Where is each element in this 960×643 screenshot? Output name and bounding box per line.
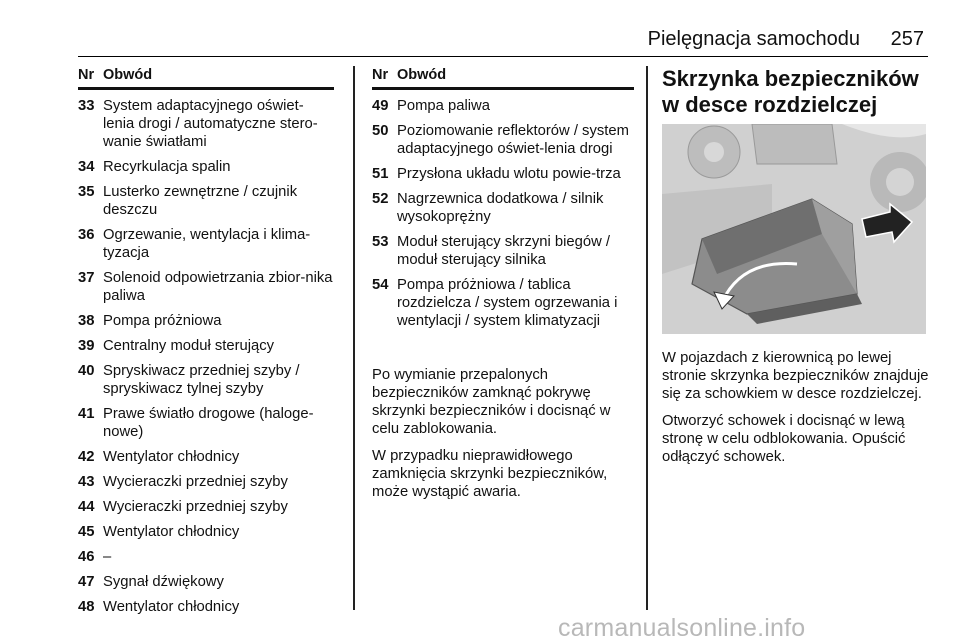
fuse-circuit: Prawe światło drogowe (haloge-nowe) — [103, 406, 314, 440]
table-row — [372, 233, 634, 269]
table-row — [78, 498, 334, 516]
fuse-number: 33 — [78, 98, 95, 114]
fuse-number: 36 — [78, 227, 95, 243]
section-body — [662, 349, 930, 475]
fuse-circuit: Centralny moduł sterujący — [103, 338, 275, 354]
fuse-circuit: Pompa próżniowa / tablica rozdzielcza / system ogrzewania i wentylacji / system klimatyzacji — [397, 277, 618, 329]
fuse-number: 40 — [78, 363, 95, 379]
table-row — [78, 183, 334, 219]
fuse-table-middle — [372, 66, 634, 330]
mid-instructions — [372, 366, 636, 510]
col-circuit-header: Obwód — [397, 67, 447, 83]
fuse-circuit: Sygnał dźwiękowy — [103, 574, 224, 590]
watermark: carmanualsonline.info — [558, 614, 806, 642]
table-row — [78, 226, 334, 262]
table-row — [78, 448, 334, 466]
fuse-number: 38 — [78, 313, 95, 329]
table-row — [372, 276, 634, 330]
page-title: Pielęgnacja samochodu — [647, 28, 860, 50]
paragraph: W pojazdach z kierownicą po lewej stronie skrzynka bezpieczników znajduje się za schowkiem w desce rozdzielczej. — [662, 350, 929, 402]
fuse-number: 37 — [78, 270, 95, 286]
table-row — [78, 523, 334, 541]
fuse-circuit: Przysłona układu wlotu powie-trza — [397, 166, 621, 182]
section-heading: Skrzynka bezpieczników w desce rozdzielczej — [662, 66, 919, 117]
fuse-number: 34 — [78, 159, 95, 175]
fuse-number: 46 — [78, 549, 95, 565]
page-number: 257 — [890, 28, 924, 50]
header-rule — [78, 56, 928, 57]
fuse-circuit: Poziomowanie reflektorów / system adaptacyjnego oświet-lenia drogi — [397, 123, 629, 157]
fuse-circuit: Wycieraczki przedniej szyby — [103, 474, 288, 490]
fuse-number: 48 — [78, 599, 95, 615]
fuse-number: 52 — [372, 191, 389, 207]
fuse-circuit: Pompa próżniowa — [103, 313, 222, 329]
fuse-circuit: – — [103, 549, 112, 565]
table-row — [78, 269, 334, 305]
table-row — [78, 158, 334, 176]
table-row — [78, 573, 334, 591]
fuse-circuit: Wentylator chłodnicy — [103, 524, 240, 540]
fuse-circuit: Ogrzewanie, wentylacja i klima-tyzacja — [103, 227, 311, 261]
fuse-table-left — [78, 66, 334, 616]
col-nr-header: Nr — [372, 67, 389, 83]
table-header — [372, 66, 634, 90]
fuse-circuit: Recyrkulacja spalin — [103, 159, 231, 175]
fuse-number: 53 — [372, 234, 389, 250]
table-row — [78, 473, 334, 491]
fuse-number: 41 — [78, 406, 95, 422]
table-row — [372, 190, 634, 226]
fuse-circuit: Wentylator chłodnicy — [103, 599, 240, 615]
table-row — [372, 122, 634, 158]
fuse-number: 45 — [78, 524, 95, 540]
fuse-circuit: Pompa paliwa — [397, 98, 490, 114]
fuse-number: 50 — [372, 123, 389, 139]
fuse-number: 51 — [372, 166, 389, 182]
fuse-number: 35 — [78, 184, 95, 200]
table-row — [372, 165, 634, 183]
fuse-number: 39 — [78, 338, 95, 354]
fuse-number: 42 — [78, 449, 95, 465]
glovebox-drawing — [662, 124, 926, 334]
table-row — [78, 337, 334, 355]
fuse-circuit: Moduł sterujący skrzyni biegów / moduł sterujący silnika — [397, 234, 610, 268]
paragraph: W przypadku nieprawidłowego zamknięcia skrzynki bezpieczników, może wystąpić awaria. — [372, 448, 608, 500]
fuse-number: 47 — [78, 574, 95, 590]
column-divider-left — [353, 66, 355, 610]
table-row — [78, 598, 334, 616]
table-row — [78, 312, 334, 330]
table-row — [78, 548, 334, 566]
fuse-number: 44 — [78, 499, 95, 515]
page-header — [78, 28, 928, 52]
col-nr-header: Nr — [78, 67, 95, 83]
paragraph: Otworzyć schowek i docisnąć w lewą stronę w celu odblokowania. Opuścić odłączyć schowek. — [662, 413, 906, 465]
table-header — [78, 66, 334, 90]
paragraph: Po wymianie przepalonych bezpieczników zamknąć pokrywę skrzynki bezpieczników i docisnąć w celu zablokowania. — [372, 367, 611, 437]
table-row — [78, 97, 334, 151]
fuse-box-illustration — [662, 124, 926, 334]
fuse-number: 54 — [372, 277, 389, 293]
table-row — [78, 362, 334, 398]
fuse-circuit: Wycieraczki przedniej szyby — [103, 499, 288, 515]
fuse-circuit: Spryskiwacz przedniej szyby / spryskiwacz tylnej szyby — [103, 363, 300, 397]
fuse-number: 49 — [372, 98, 389, 114]
table-row — [372, 97, 634, 115]
fuse-circuit: Solenoid odpowietrzania zbior-nika paliwa — [103, 270, 333, 304]
fuse-number: 43 — [78, 474, 95, 490]
fuse-circuit: System adaptacyjnego oświet-lenia drogi / automatyczne stero-wanie światłami — [103, 98, 318, 150]
fuse-circuit: Nagrzewnica dodatkowa / silnik wysokoprężny — [397, 191, 604, 225]
column-divider-right — [646, 66, 648, 610]
fuse-circuit: Lusterko zewnętrzne / czujnik deszczu — [103, 184, 298, 218]
fuse-circuit: Wentylator chłodnicy — [103, 449, 240, 465]
col-circuit-header: Obwód — [103, 67, 153, 83]
table-row — [78, 405, 334, 441]
